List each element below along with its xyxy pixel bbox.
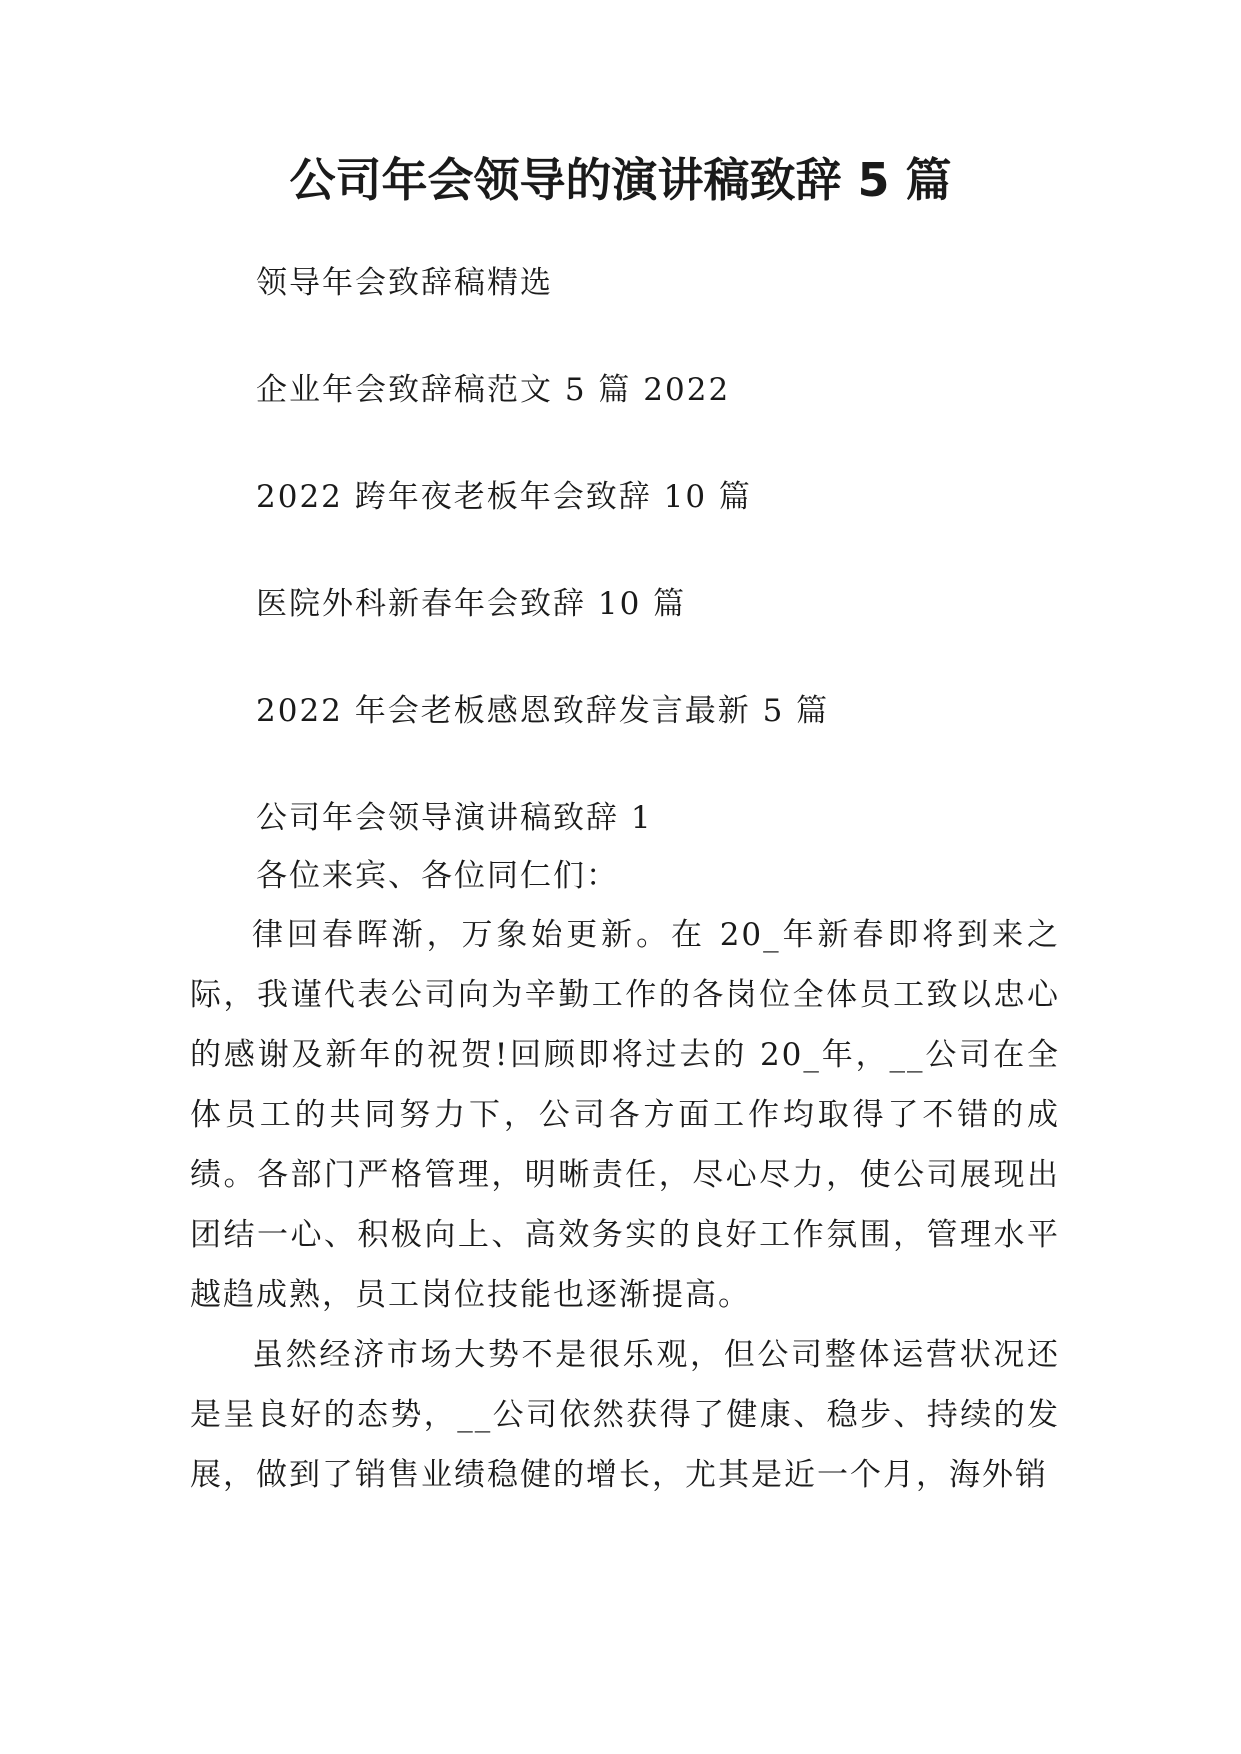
salutation: 各位来宾、各位同仁们：: [256, 858, 619, 894]
body-text: [190, 905, 1060, 1505]
paragraph: 虽然经济市场大势不是很乐观，但公司整体运营状况还是呈良好的态势，__公司依然获得了健康、稳步、持续的发展，做到了销售业绩稳健的增长，尤其是近一个月，海外销: [190, 1337, 1060, 1493]
section-heading: 公司年会领导演讲稿致辞 1: [256, 800, 653, 836]
toc-item: 企业年会致辞稿范文 5 篇 2022: [256, 372, 731, 408]
toc-item: 医院外科新春年会致辞 10 篇: [256, 586, 687, 622]
paragraph: 律回春晖渐，万象始更新。在 20_年新春即将到来之际，我谨代表公司向为辛勤工作的各岗位全体员工致以忠心的感谢及新年的祝贺!回顾即将过去的 20_年，__公司在全体员工的共同努力下，公司各方面工作均取得了不错的成绩。各部门严格管理，明晰责任，尽心尽力，使公司展现出团结一心、积极向上、高效务实的良好工作氛围，管理水平越趋成熟，员工岗位技能也逐渐提高。: [190, 917, 1060, 1313]
toc-item: 领导年会致辞稿精选: [256, 265, 553, 301]
toc-item: 2022 跨年夜老板年会致辞 10 篇: [256, 479, 752, 515]
toc-item: 2022 年会老板感恩致辞发言最新 5 篇: [256, 693, 830, 729]
document-title: 公司年会领导的演讲稿致辞 5 篇: [289, 153, 952, 207]
